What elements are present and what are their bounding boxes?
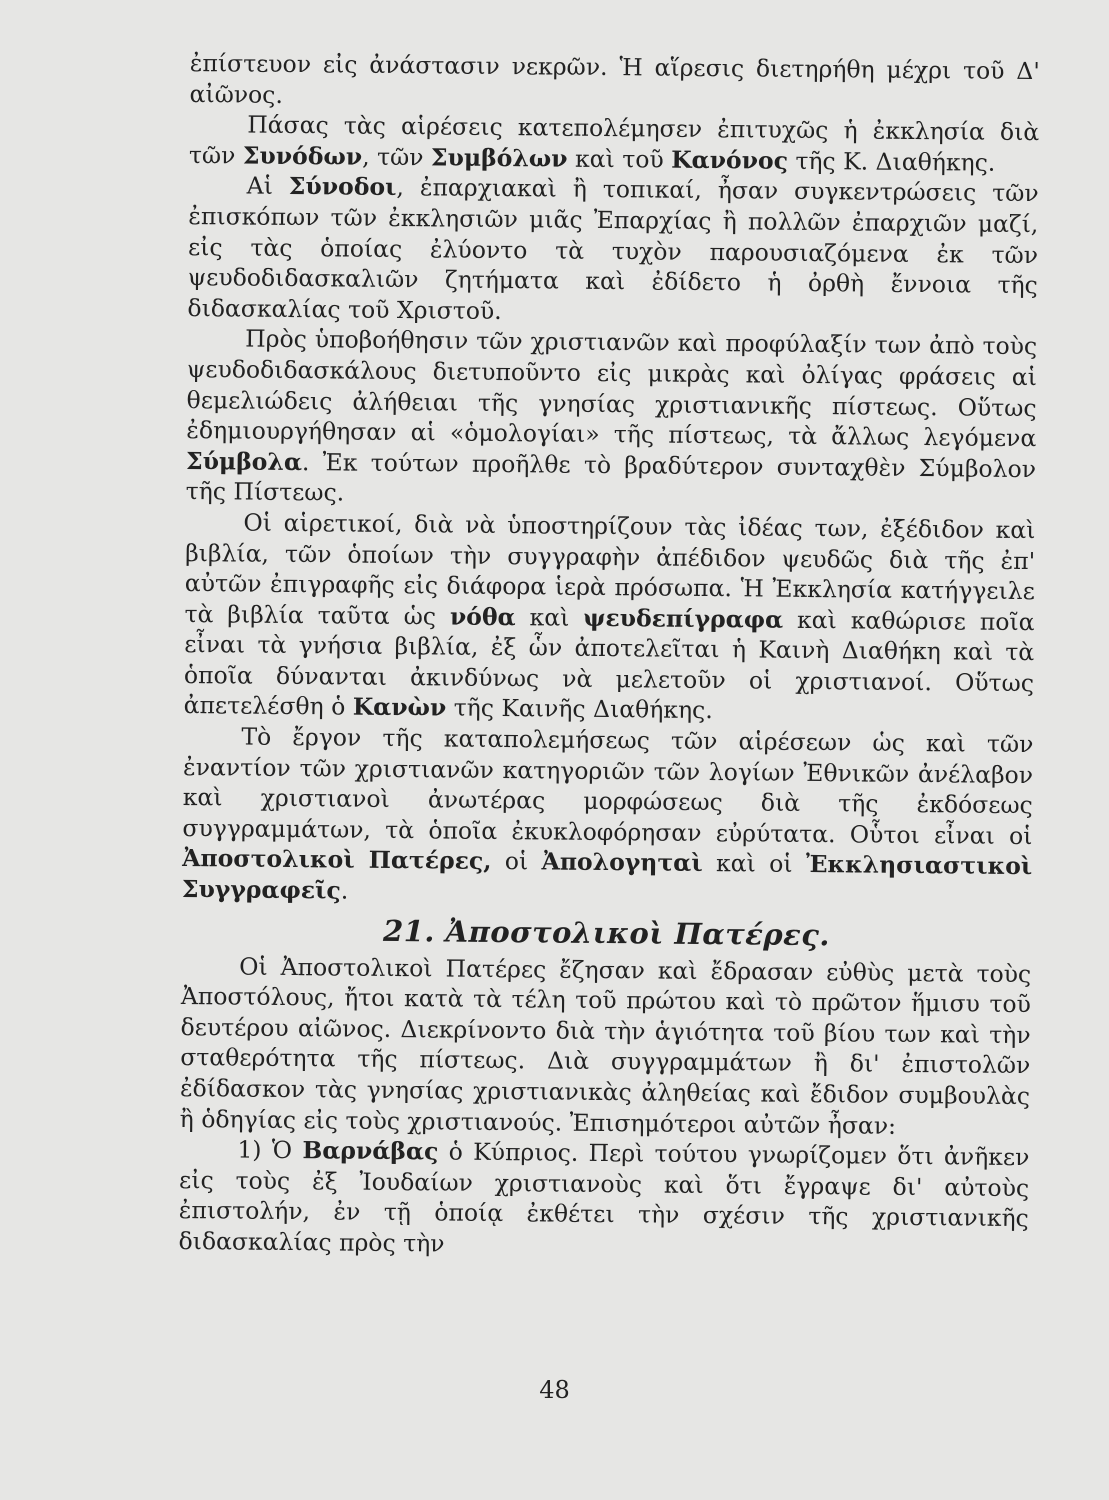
text-run: οἱ	[491, 847, 542, 876]
text-run: καὶ οἱ	[702, 849, 807, 879]
text-run: Οἱ αἱρετικοί, διὰ νὰ ὑποστηρίζουν τὰς ἰδέας των, ἐξέδιδον καὶ βιβλία, τῶν ὁποίων τὴν συγγραφὴν ἀπέδιδον ψευδῶς διὰ τῆς ἐπ' αὐτῶν ἐπιγραφῆς εἰς διάφορα ἱερὰ πρόσωπα. Ἡ Ἐκκλησία κατήγγειλε τὰ βιβλία ταῦτα ὡς	[184, 508, 1036, 631]
section-heading: 21. Ἀποστολικοὶ Πατέρες.	[382, 913, 831, 952]
text-run: καὶ τοῦ	[567, 144, 672, 174]
bold-term: Συμβόλων	[430, 143, 568, 173]
paragraph	[184, 507, 1036, 729]
text-run: Αἱ	[246, 171, 289, 201]
paragraph	[186, 323, 1038, 515]
paragraph	[182, 721, 1034, 913]
text-run: ἐπίστευον εἰς ἀνάστασιν νεκρῶν. Ἡ αἵρεσις διετηρήθη μέχρι τοῦ Δ' αἰῶνος.	[189, 48, 1040, 109]
text-run: τῆς Καινῆς Διαθήκης.	[446, 693, 713, 725]
bold-term: ψευδεπίγραφα	[583, 603, 784, 634]
text-run: Πάσας τὰς αἱρέσεις κατεπολέμησεν ἐπιτυχῶς ἡ ἐκκλησία διὰ τῶν	[188, 110, 1040, 170]
bold-term: Κανὼν	[352, 693, 447, 722]
bold-term: Ἀποστολικοὶ Πατέρες,	[182, 844, 492, 876]
text-run: , τῶν	[362, 142, 432, 172]
page-body	[178, 48, 1040, 1265]
text-run: . Ἐκ τούτων προῆλθε τὸ βραδύτερον συνταχθὲν Σύμβολον τῆς Πίστεως.	[185, 447, 1037, 507]
text-run: καὶ καθώρισε ποῖα εἶναι τὰ γνήσια βιβλία, ἐξ ὧν ἀποτελεῖται ἡ Καινὴ Διαθήκη καὶ τὰ ὁποῖα δύνανται ἀκινδύνως νὰ μελετοῦν οἱ χριστιανοί. Οὕτως ἀπετελέσθη ὁ	[183, 605, 1035, 722]
bold-term: Ἐκκλησιαστικοὶ Συγγραφεῖς	[181, 850, 1033, 905]
paragraph	[180, 951, 1032, 1143]
paragraph	[189, 48, 1040, 117]
paragraphs-block-2	[178, 951, 1031, 1265]
page-number: 48	[539, 1376, 570, 1404]
paragraph	[189, 109, 1040, 178]
bold-term: Ἀπολογηταὶ	[541, 847, 703, 878]
text-run: καὶ	[515, 602, 584, 632]
paragraph	[187, 170, 1038, 331]
bold-term: Βαρνάβας	[302, 1136, 439, 1166]
text-run: Οἱ Ἀποστολικοὶ Πατέρες ἔζησαν καὶ ἔδρασαν εὐθὺς μετὰ τοὺς Ἀποστόλους, ἤτοι κατὰ τὰ τέλη τοῦ πρώτου καὶ τὸ πρῶτον ἥμισυ τοῦ δευτέρου αἰῶνος. Διεκρίνοντο διὰ τὴν ἁγιότητα τοῦ βίου των καὶ τὴν σταθερότητα τῆς πίστεως. Διὰ συγγραμμάτων ἢ δι' ἐπιστολῶν ἐδίδασκον τὰς γνησίας χριστιανικὰς ἀληθείας καὶ ἔδιδον συμβουλὰς ἢ ὁδηγίας εἰς τοὺς χριστιανούς. Ἐπισημότεροι αὐτῶν ἦσαν:	[179, 952, 1032, 1140]
text-run: .	[340, 876, 349, 905]
bold-term: Σύνοδοι	[288, 172, 397, 202]
text-run: 1) Ὁ	[237, 1135, 303, 1165]
text-run: Πρὸς ὑποβοήθησιν τῶν χριστιανῶν καὶ προφύλαξίν των ἀπὸ τοὺς ψευδοδιδασκάλους διετυποῦντο εἰς μικρὰς καὶ ὀλίγας φράσεις αἱ θεμελιώδεις ἀλήθειαι τῆς γνησίας χριστιανικῆς πίστεως. Οὕτως ἐδημιουργήθησαν αἱ «ὁμολογίαι» τῆς πίστεως, τὰ ἄλλως λεγόμενα	[186, 324, 1038, 453]
text-run: τῆς Κ. Διαθήκης.	[787, 146, 996, 177]
bold-term: Σύμβολα	[185, 446, 303, 476]
paragraphs-block-1	[182, 48, 1040, 913]
bold-term: Κανόνος	[671, 145, 789, 175]
paragraph	[178, 1134, 1029, 1265]
text-run: Τὸ ἔργον τῆς καταπολεμήσεως τῶν αἱρέσεων ὡς καὶ τῶν ἐναντίον τῶν χριστιανῶν κατηγοριῶν τῶν λογίων Ἐθνικῶν ἀνέλαβον καὶ χριστιανοὶ ἀνωτέρας μορφώσεως διὰ τῆς ἐκδόσεως συγγραμμάτων, τὰ ὁποῖα ἐκυκλοφόρησαν εὐρύτατα. Οὗτοι εἶναι οἱ	[182, 722, 1034, 850]
bold-term: Συνόδων	[242, 141, 363, 171]
text-run: ὁ Κύπριος. Περὶ τούτου γνωρίζομεν ὅτι ἀνῆκεν εἰς τοὺς ἐξ Ἰουδαίων χριστιανοὺς καὶ ὅτι ἔγραψε δι' αὐτοὺς ἐπιστολήν, ἐν τῇ ὁποίᾳ ἐκθέτει τὴν σχέσιν τῆς χριστιανικῆς διδασκαλίας πρὸς τὴν	[178, 1137, 1030, 1258]
text-run: , ἐπαρχιακαὶ ἢ τοπικαί, ἦσαν συγκεντρώσεις τῶν ἐπισκόπων τῶν ἐκκλησιῶν μιᾶς Ἐπαρχίας ἢ πολλῶν ἐπαρχιῶν μαζί, εἰς τὰς ὁποίας ἐλύοντο τὰ τυχὸν παρουσιαζόμενα ἐκ τῶν ψευδοδιδασκαλιῶν ζητήματα καὶ ἐδίδετο ἡ ὀρθὴ ἔννοια τῆς διδασκαλίας τοῦ Χριστοῦ.	[187, 173, 1039, 325]
bold-term: νόθα	[449, 602, 516, 631]
